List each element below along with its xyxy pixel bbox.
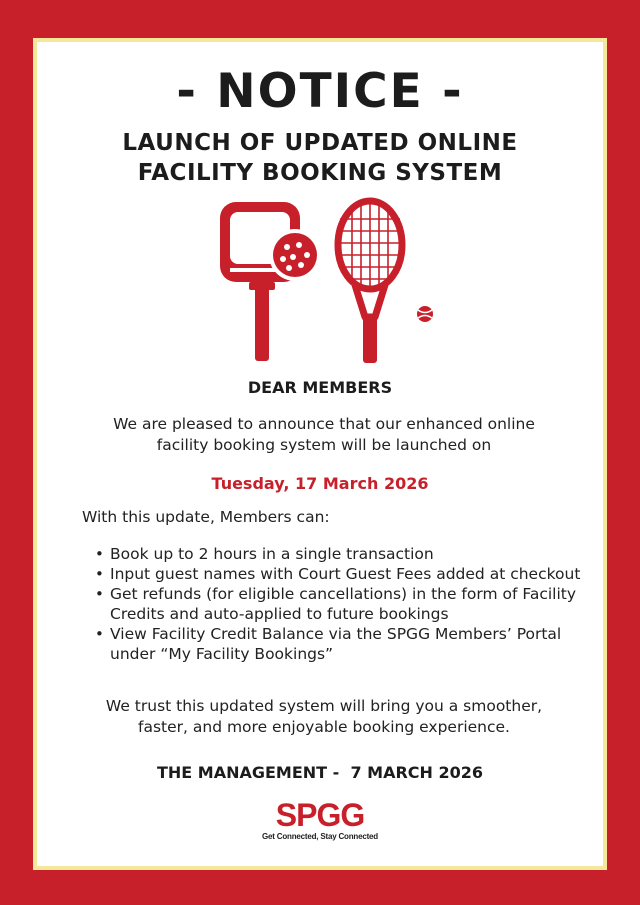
features-list <box>92 544 582 664</box>
pickleball-paddle-icon <box>220 202 300 361</box>
intro-text <box>77 414 571 456</box>
notice-headline <box>37 128 603 188</box>
intro-line-1: We are pleased to announce that our enhanced online <box>113 415 535 433</box>
closing-line-1: We trust this updated system will bring you a smoother, <box>105 697 543 715</box>
logo-tagline: Get Connected, Stay Connected <box>262 832 378 841</box>
spgg-logo <box>37 798 603 841</box>
feature-item: • Input guest names with Court Guest Fees added at checkout <box>92 564 582 584</box>
feature-item: • View Facility Credit Balance via the SPGG Members’ Portal under “My Facility Bookings” <box>92 624 582 664</box>
launch-date: Tuesday, 17 March 2026 <box>211 474 429 493</box>
notice-sheet <box>37 42 603 866</box>
feature-item: • Get refunds (for eligible cancellations) in the form of Facility Credits and auto-applied to future bookings <box>92 584 582 624</box>
headline-line-1: LAUNCH OF UPDATED ONLINE <box>122 130 518 156</box>
features-intro: With this update, Members can: <box>82 508 330 526</box>
feature-item: • Book up to 2 hours in a single transaction <box>92 544 582 564</box>
tennis-ball-icon <box>417 306 433 322</box>
tennis-racket-icon <box>338 201 402 363</box>
intro-line-2: facility booking system will be launched on <box>156 436 492 454</box>
notice-title: - NOTICE - <box>176 64 464 119</box>
sports-illustration <box>215 197 435 367</box>
signoff: THE MANAGEMENT - 7 MARCH 2026 <box>156 763 483 782</box>
pickleball-ball-icon <box>269 229 321 281</box>
headline-line-2: FACILITY BOOKING SYSTEM <box>137 160 503 186</box>
closing-text <box>67 696 581 738</box>
poster-border <box>33 38 607 870</box>
closing-line-2: faster, and more enjoyable booking experience. <box>138 718 510 736</box>
greeting: DEAR MEMBERS <box>247 378 393 397</box>
logo-wordmark: SPGG <box>275 797 365 833</box>
